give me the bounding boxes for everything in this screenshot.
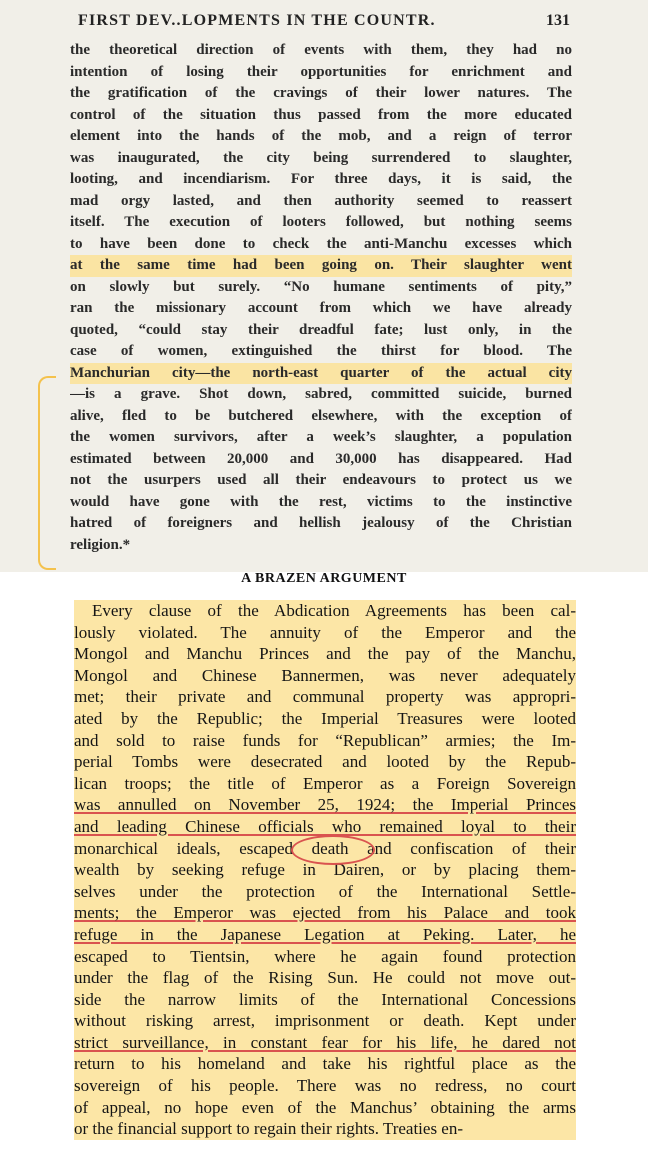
main-passage (74, 600, 576, 1140)
text-line: Every clause of the Abdication Agreements has been cal- (74, 600, 576, 622)
text-line: or the financial support to regain their rights. Treaties en- (74, 1118, 576, 1140)
text-line: —is a grave. Shot down, sabred, committed suicide, burned (70, 386, 572, 402)
text-line: not the usurpers used all their endeavours to protect us we (70, 472, 572, 488)
underlined-text-line: refuge in the Japanese Legation at Peking. Later, he (74, 924, 576, 944)
running-head: FIRST DEV..LOPMENTS IN THE COUNTR. (78, 12, 436, 29)
page-header (70, 12, 570, 36)
underlined-text-line: ments; the Emperor was ejected from his Palace and took (74, 903, 576, 923)
text-line: lously violated. The annuity of the Emperor and the (74, 622, 576, 642)
underlined-text-line: was annulled on November 25, 1924; the Imperial Princes (74, 795, 576, 815)
text-line: looting, and incendiarism. For three days, it is said, the (70, 171, 572, 187)
text-line: on slowly but surely. “No humane sentiments of pity,” (70, 278, 572, 295)
old-page-scan (0, 0, 648, 572)
text-line: lican troops; the title of Emperor as a Foreign Sovereign (74, 773, 576, 793)
text-line: control of the situation thus passed from the more educated (70, 106, 572, 123)
underlined-text-line: strict surveillance, in constant fear for his life, he dared not (74, 1032, 576, 1052)
text-line: of appeal, no hope even of the Manchus’ obtaining the arms (74, 1097, 576, 1117)
text-line: the gratification of the cravings of their lower natures. The (70, 85, 572, 101)
text-line: ated by the Republic; the Imperial Treasures were looted (74, 708, 576, 728)
text-line: religion.* (70, 536, 131, 553)
text-line: perial Tombs were desecrated and looted by the Repub- (74, 752, 576, 772)
text-line: monarchical ideals, escaped death and confiscation of their (74, 838, 576, 858)
text-line: Mongol and Chinese Bannermen, was never adequately (74, 665, 576, 685)
text-line: met; their private and communal property was appropri- (74, 687, 576, 707)
text-line: element into the hands of the mob, and a reign of terror (70, 128, 572, 144)
page-number: 131 (546, 12, 570, 29)
text-line: the women survivors, after a week’s slaughter, a population (70, 429, 572, 445)
highlighted-text-line: at the same time had been going on. Their slaughter went (70, 255, 572, 277)
text-line: was inaugurated, the city being surrendered to slaughter, (70, 149, 572, 166)
text-line: sovereign of his people. There was no redress, no court (74, 1076, 576, 1096)
section-title: A BRAZEN ARGUMENT (241, 571, 407, 586)
text-line: without risking arrest, imprisonment or death. Kept under (74, 1011, 576, 1031)
text-line: the theoretical direction of events with them, they had no (70, 42, 572, 58)
circle-annotation (291, 835, 375, 865)
text-line: itself. The execution of looters followed, but nothing seems (70, 214, 572, 230)
text-line: return to his homeland and take his rightful place as the (74, 1054, 576, 1074)
text-line: quoted, “could stay their dreadful fate; lust only, in the (70, 321, 572, 338)
text-line: intention of losing their opportunities for enrichment and (70, 63, 572, 80)
text-line: case of women, extinguished the thirst for blood. The (70, 343, 572, 359)
highlighted-text-line: Manchurian city—the north-east quarter of the actual city (70, 363, 572, 385)
text-line: alive, fled to be butchered elsewhere, with the exception of (70, 407, 572, 424)
text-line: to have been done to check the anti-Manchu excesses which (70, 235, 572, 252)
text-line: side the narrow limits of the International Concessions (74, 989, 576, 1009)
text-line: estimated between 20,000 and 30,000 has disappeared. Had (70, 450, 572, 467)
text-line: mad orgy lasted, and then authority seemed to reassert (70, 192, 572, 209)
quoted-passage (70, 40, 572, 556)
text-line: Mongol and Manchu Princes and the pay of the Manchu, (74, 644, 576, 664)
underlined-text-line: and leading Chinese officials who remained loyal to their (74, 816, 576, 836)
text-line: escaped to Tientsin, where he again found protection (74, 946, 576, 966)
text-line: under the flag of the Rising Sun. He could not move out- (74, 968, 576, 988)
text-line: and sold to raise funds for “Republican” armies; the Im- (74, 730, 576, 750)
text-line: wealth by seeking refuge in Dairen, or by placing them- (74, 860, 576, 880)
text-line: ran the missionary account from which we have already (70, 300, 572, 316)
text-line: would have gone with the rest, victims to the instinctive (70, 493, 572, 510)
text-line: selves under the protection of the International Settle- (74, 881, 576, 901)
margin-bracket-annotation (38, 376, 56, 570)
text-line: hatred of foreigners and hellish jealousy of the Christian (70, 515, 572, 531)
